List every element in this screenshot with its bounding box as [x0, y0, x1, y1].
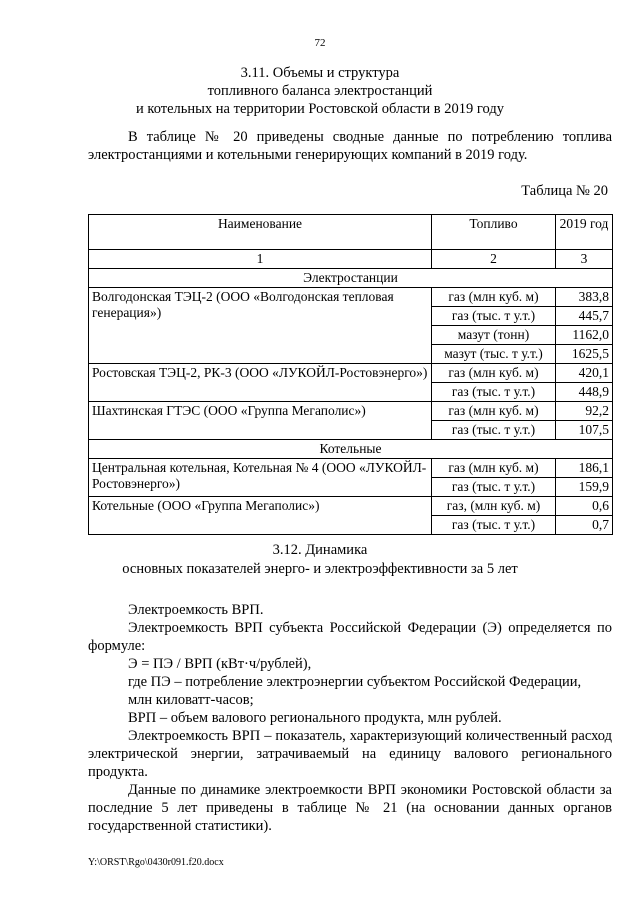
- table-row: [89, 402, 613, 421]
- section-heading-3-11: [0, 64, 640, 118]
- table-caption: Таблица № 20: [521, 183, 608, 199]
- col-number: 1: [89, 250, 432, 269]
- fuel-value: 186,1: [556, 459, 613, 478]
- table-header-row: [89, 215, 613, 250]
- paragraph: Электроемкость ВРП – показатель, характеризующий количественный расход электрической энергии, затрачиваемый на единицу валового регионального продукта.: [88, 728, 612, 780]
- group-power-plants: Электростанции: [89, 269, 613, 288]
- body-text: [88, 601, 612, 835]
- page-number: 72: [314, 37, 326, 49]
- fuel-type: мазут (тыс. т у.т.): [432, 345, 556, 364]
- fuel-type: газ (тыс. т у.т.): [432, 421, 556, 440]
- heading-line: топливного баланса электростанций: [207, 83, 433, 99]
- fuel-type: газ (тыс. т у.т.): [432, 516, 556, 535]
- fuel-type: газ, (млн куб. м): [432, 497, 556, 516]
- header-fuel: Топливо: [432, 215, 556, 250]
- paragraph: Данные по динамике электроемкости ВРП экономики Ростовской области за последние 5 лет приведены в таблице № 21 (на основании данных органов государственной статистики).: [88, 782, 612, 834]
- fuel-value: 445,7: [556, 307, 613, 326]
- formula-where: ВРП – объем валового регионального продукта, млн рублей.: [128, 710, 502, 726]
- group-row: [89, 269, 613, 288]
- fuel-type: газ (млн куб. м): [432, 459, 556, 478]
- group-row: [89, 440, 613, 459]
- fuel-value: 1625,5: [556, 345, 613, 364]
- heading-line: 3.11. Объемы и структура: [240, 65, 400, 81]
- fuel-type: газ (тыс. т у.т.): [432, 307, 556, 326]
- fuel-value: 107,5: [556, 421, 613, 440]
- fuel-value: 159,9: [556, 478, 613, 497]
- table-row: [89, 459, 613, 478]
- fuel-value: 1162,0: [556, 326, 613, 345]
- fuel-value: 92,2: [556, 402, 613, 421]
- plant-name: Ростовская ТЭЦ-2, РК-3 (ООО «ЛУКОЙЛ-Ростовэнерго»): [89, 364, 432, 402]
- fuel-type: газ (тыс. т у.т.): [432, 383, 556, 402]
- header-name: Наименование: [89, 215, 432, 250]
- section-heading-3-12: [0, 541, 640, 579]
- plant-name: Шахтинская ГТЭС (ООО «Группа Мегаполис»): [89, 402, 432, 440]
- fuel-value: 0,6: [556, 497, 613, 516]
- footer-file-path: Y:\ORST\Rgo\0430r091.f20.docx: [88, 857, 224, 868]
- col-number: 2: [432, 250, 556, 269]
- fuel-type: газ (млн куб. м): [432, 288, 556, 307]
- plant-name: Волгодонская ТЭЦ-2 (ООО «Волгодонская тепловая генерация»): [89, 288, 432, 364]
- intro-paragraph: В таблице № 20 приведены сводные данные по потреблению топлива электростанциями и котельными генерирующих компаний в 2019 году.: [88, 129, 612, 163]
- heading-line: основных показателей энерго- и электроэффективности за 5 лет: [122, 561, 518, 577]
- fuel-type: газ (млн куб. м): [432, 364, 556, 383]
- fuel-type: газ (тыс. т у.т.): [432, 478, 556, 497]
- plant-name: Центральная котельная, Котельная № 4 (ООО «ЛУКОЙЛ-Ростовэнерго»): [89, 459, 432, 497]
- table-row: [89, 497, 613, 516]
- heading-line: и котельных на территории Ростовской области в 2019 году: [136, 101, 504, 117]
- fuel-table: [88, 214, 613, 535]
- formula-where-cont: млн киловатт-часов;: [128, 692, 254, 708]
- formula-where: где ПЭ – потребление электроэнергии субъектом Российской Федерации,: [128, 674, 582, 690]
- table-row: [89, 288, 613, 307]
- table-row: [89, 364, 613, 383]
- fuel-value: 448,9: [556, 383, 613, 402]
- group-boiler-houses: Котельные: [89, 440, 613, 459]
- paragraph: Электроемкость ВРП.: [128, 602, 264, 618]
- header-year: 2019 год: [556, 215, 613, 250]
- fuel-value: 420,1: [556, 364, 613, 383]
- fuel-type: мазут (тонн): [432, 326, 556, 345]
- formula: Э = ПЭ / ВРП (кВт·ч/рублей),: [128, 656, 312, 672]
- fuel-type: газ (млн куб. м): [432, 402, 556, 421]
- paragraph: Электроемкость ВРП субъекта Российской Федерации (Э) определяется по формуле:: [88, 620, 612, 654]
- heading-line: 3.12. Динамика: [272, 542, 368, 558]
- plant-name: Котельные (ООО «Группа Мегаполис»): [89, 497, 432, 535]
- fuel-value: 0,7: [556, 516, 613, 535]
- col-number: 3: [556, 250, 613, 269]
- column-number-row: [89, 250, 613, 269]
- fuel-value: 383,8: [556, 288, 613, 307]
